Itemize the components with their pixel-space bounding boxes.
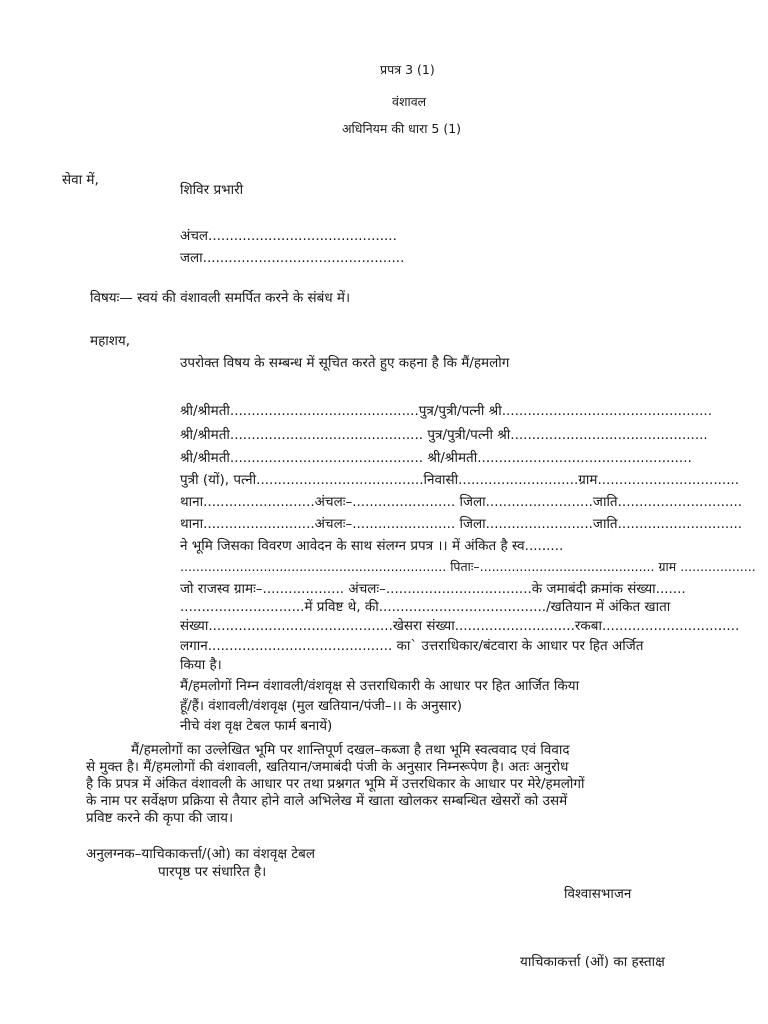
subject-line: विषयः— स्वयं की वंशावली समर्पित करने के संबंध में। xyxy=(90,290,351,306)
form-line-4: पुत्री (यों), पत्नी.......................................निवासी............................ग्राम................................. xyxy=(180,472,740,488)
body-line-1: मैं/हमलोगों का उल्लेखित भूमि पर शान्तिपूर्ण दखल–कब्जा है तथा भूमि स्वत्ववाद एवं विवाद xyxy=(131,742,570,758)
signature-label: याचिकाकर्त्ता (ओं) का हस्ताक्ष xyxy=(520,954,665,970)
form-line-15: हूँ/हैं। वंशावली/वंशवृक्ष (मुल खतियान/पंजी–।। के अनुसार) xyxy=(180,698,463,714)
address-jila: जला............................................... xyxy=(180,250,405,266)
body-line-4: के नाम पर सर्वेक्षण प्रक्रिया से तैयार होने वाले अभिलेख में खाता खोलकर सम्बन्धित खेसरों को उसमें xyxy=(86,793,568,809)
form-line-9: जो राजस्व ग्रामः–................... अंचलः–..................................के जमाबंदी क्रमांक संख्या....... xyxy=(180,581,686,597)
form-line-14: मैं/हमलोगों निम्न वंशावली/वंशवृक्ष से उत्तराधिकारी के आधार पर हित आर्जित किया xyxy=(180,678,580,694)
form-line-6: थाना..........................अंचलः–........................ जिला.........................जाति............................. xyxy=(180,516,743,532)
body-line-2: से मुक्त है। मैं/हमलोगों की वंशावली, खतियान/जमाबंदी पंजी के अनुसार निम्नरूपेण है। अतः अनुरोध xyxy=(86,759,569,775)
form-line-3: श्री/श्रीमती............................................. श्री/श्रीमती.................................................. xyxy=(180,450,692,466)
body-line-5: प्रविष्ट करने की कृपा की जाय। xyxy=(86,810,234,826)
form-line-10: .............................में प्रविष्ट थे, की......................................./खतियान में अंकित खाता xyxy=(180,599,671,615)
body-line-3: है कि प्रपत्र में अंकित वंशावली के आधार पर तथा प्रश्नगत भूमि में उत्तरधिकार के आधार पर मेरे/हमलोगों xyxy=(86,776,585,792)
address-anchal: अंचल............................................ xyxy=(180,228,397,244)
form-line-5: थाना..........................अंचलः–........................ जिला.........................जाति............................. xyxy=(180,494,743,510)
form-line-11: संख्या...........................................खेसरा संख्या............................रकबा................................ xyxy=(180,618,740,634)
form-number: प्रपत्र 3 (1) xyxy=(380,62,435,77)
addressee-label: सेवा में, xyxy=(62,172,99,188)
intro-line: उपरोक्त विषय के सम्बन्ध में सूचित करते हुए कहना है कि मैं/हमलोग xyxy=(180,355,510,371)
form-line-7: ने भूमि जिसका विवरण आवेदन के साथ संलग्न प्रपत्र ।। में अंकित है स्व......... xyxy=(180,538,564,554)
addressee-officer: शिविर प्रभारी xyxy=(180,182,244,198)
annexure-line-2: पारपृष्ठ पर संधारित है। xyxy=(158,864,267,880)
form-line-8: ................................................................... पिताः–............................................ ग्राम ................... xyxy=(180,559,756,574)
act-section: अधिनियम की धारा 5 (1) xyxy=(342,121,462,136)
salutation: महाशय, xyxy=(90,333,131,349)
form-line-13: किया है। xyxy=(180,657,222,673)
body-paragraph xyxy=(86,742,738,827)
form-line-16: नीचे वंश वृक्ष टेबल फार्म बनायें) xyxy=(180,718,333,734)
annexure-line-1: अनुलग्नक–याचिकाकर्त्ता/(ओ) का वंशवृक्ष टेबल xyxy=(86,846,315,862)
form-line-12: लगान........................................... का` उत्तराधिकार/बंटवारा के आधार पर हित अर्जित xyxy=(180,638,644,654)
form-line-1: श्री/श्रीमती............................................पुत्र/पुत्री/पत्नी श्री................................................. xyxy=(180,403,712,419)
closing-text: विश्वासभाजन xyxy=(564,886,632,902)
form-line-2: श्री/श्रीमती............................................. पुत्र/पुत्री/पत्नी श्री.............................................. xyxy=(180,427,708,443)
document-title: वंशावल xyxy=(392,94,427,109)
